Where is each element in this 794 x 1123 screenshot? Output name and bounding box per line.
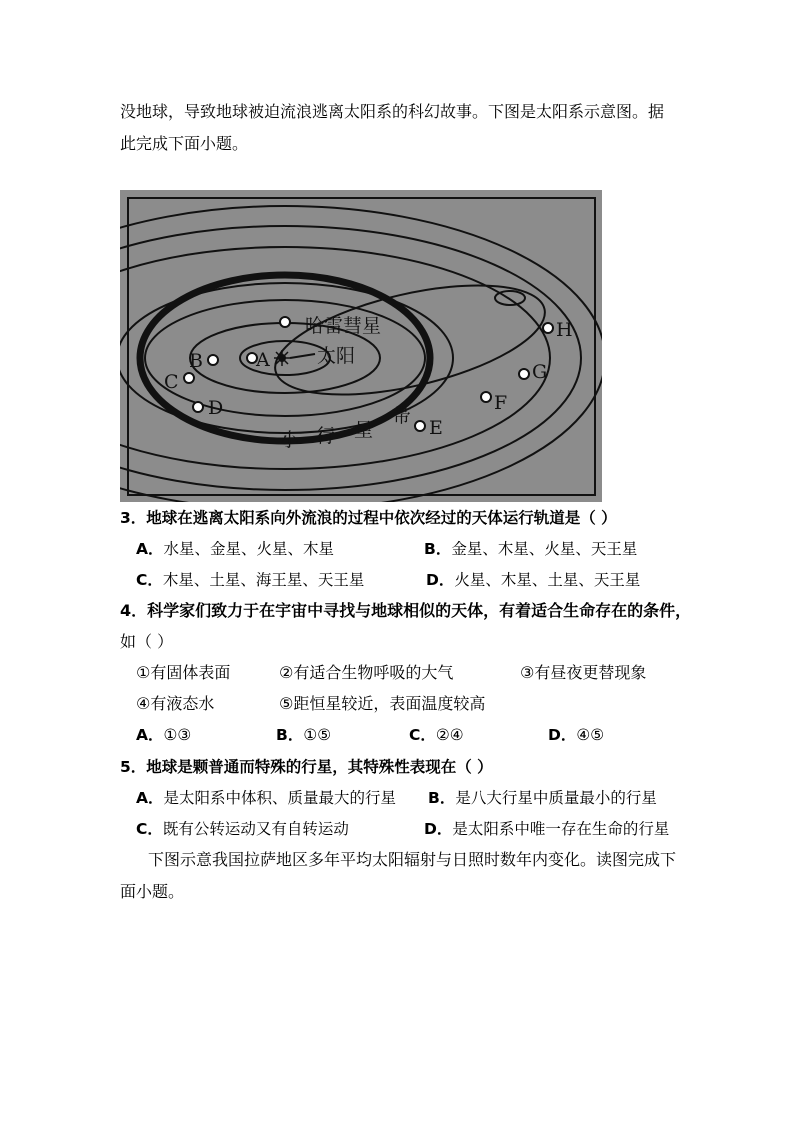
q3-option-d-text: 火星、木星、土星、天王星 xyxy=(454,571,641,589)
label-e: E xyxy=(429,417,443,439)
q4-option-a-text: ①③ xyxy=(163,726,192,744)
planet-h xyxy=(543,323,553,333)
q4-option-a[interactable] xyxy=(136,725,191,745)
planet-e xyxy=(415,421,425,431)
intro-line-2: 此完成下面小题。 xyxy=(120,134,249,153)
q3-option-c[interactable] xyxy=(136,570,364,590)
belt-char-1: 小 xyxy=(280,429,300,451)
q4-condition-5: ⑤距恒星较近，表面温度较高 xyxy=(279,694,486,713)
q5-option-a-key: A． xyxy=(136,789,164,807)
q4-option-c-key: C． xyxy=(409,726,436,744)
q5-option-a[interactable] xyxy=(136,788,396,808)
q5-option-d-text: 是太阳系中唯一存在生命的行星 xyxy=(452,820,670,838)
q3-option-b-key: B． xyxy=(424,540,452,558)
q4-option-c-text: ②④ xyxy=(435,726,464,744)
q4-option-c[interactable] xyxy=(409,725,464,745)
planet-g xyxy=(519,369,529,379)
q5-option-a-text: 是太阳系中体积、质量最大的行星 xyxy=(163,789,397,807)
planet-f xyxy=(481,392,491,402)
halley-comet xyxy=(280,317,290,327)
outro-line-2: 面小题。 xyxy=(120,882,185,901)
q4-option-a-key: A． xyxy=(136,726,164,744)
planet-d xyxy=(193,402,203,412)
q3-option-a-key: A． xyxy=(136,540,164,558)
q4-option-d[interactable] xyxy=(548,725,604,745)
q4-stem-line-1: 4．科学家们致力于在宇宙中寻找与地球相似的天体，有着适合生命存在的条件， xyxy=(120,601,692,620)
q3-option-b[interactable] xyxy=(424,539,637,559)
q5-option-c-key: C． xyxy=(136,820,163,838)
q4-option-b-text: ①⑤ xyxy=(303,726,332,744)
q5-option-c-text: 既有公转运动又有自转运动 xyxy=(162,820,349,838)
outro-line-1: 下图示意我国拉萨地区多年平均太阳辐射与日照时数年内变化。读图完成下 xyxy=(148,850,677,869)
q3-option-a-text: 水星、金星、火星、木星 xyxy=(163,540,335,558)
sun-icon xyxy=(274,350,290,366)
belt-char-3: 星 xyxy=(354,419,374,441)
q5-option-d-key: D． xyxy=(424,820,453,838)
belt-char-2: 行 xyxy=(316,425,336,447)
solar-system-figure xyxy=(120,190,602,502)
solar-system-diagram xyxy=(120,190,602,502)
q5-option-b-text: 是八大行星中质量最小的行星 xyxy=(455,789,657,807)
q4-option-b-key: B． xyxy=(276,726,304,744)
q3-option-c-text: 木星、土星、海王星、天王星 xyxy=(162,571,365,589)
label-c: C xyxy=(164,371,179,393)
q4-condition-3: ③有昼夜更替现象 xyxy=(520,663,647,682)
q3-option-c-key: C． xyxy=(136,571,163,589)
label-g: G xyxy=(532,361,548,383)
label-h: H xyxy=(556,319,573,341)
q4-condition-4: ④有液态水 xyxy=(136,694,215,713)
q5-option-d[interactable] xyxy=(424,819,669,839)
planet-b xyxy=(208,355,218,365)
q4-condition-1: ①有固体表面 xyxy=(136,663,231,682)
belt-char-4: 带 xyxy=(392,405,412,427)
label-f: F xyxy=(494,392,508,414)
q4-option-d-key: D． xyxy=(548,726,577,744)
q3-stem: 3．地球在逃离太阳系向外流浪的过程中依次经过的天体运行轨道是（ ） xyxy=(120,509,617,527)
sun-label: 太阳 xyxy=(317,345,356,367)
comet-label: 哈雷彗星 xyxy=(305,315,382,337)
q4-stem-line-2: 如（ ） xyxy=(120,632,174,651)
q5-option-b[interactable] xyxy=(428,788,657,808)
q4-option-d-text: ④⑤ xyxy=(576,726,605,744)
q3-option-d[interactable] xyxy=(426,570,640,590)
label-d: D xyxy=(208,397,224,419)
q4-option-b[interactable] xyxy=(276,725,331,745)
planet-c xyxy=(184,373,194,383)
intro-line-1: 没地球，导致地球被迫流浪逃离太阳系的科幻故事。下图是太阳系示意图。据 xyxy=(120,102,665,121)
q3-option-a[interactable] xyxy=(136,539,334,559)
label-a: A xyxy=(256,349,270,371)
q5-stem: 5．地球是颗普通而特殊的行星，其特殊性表现在（ ） xyxy=(120,758,493,776)
q4-condition-2: ②有适合生物呼吸的大气 xyxy=(279,663,454,682)
q5-option-c[interactable] xyxy=(136,819,349,839)
label-b: B xyxy=(189,350,203,372)
q5-option-b-key: B． xyxy=(428,789,456,807)
q3-option-b-text: 金星、木星、火星、天王星 xyxy=(451,540,638,558)
q3-option-d-key: D． xyxy=(426,571,455,589)
